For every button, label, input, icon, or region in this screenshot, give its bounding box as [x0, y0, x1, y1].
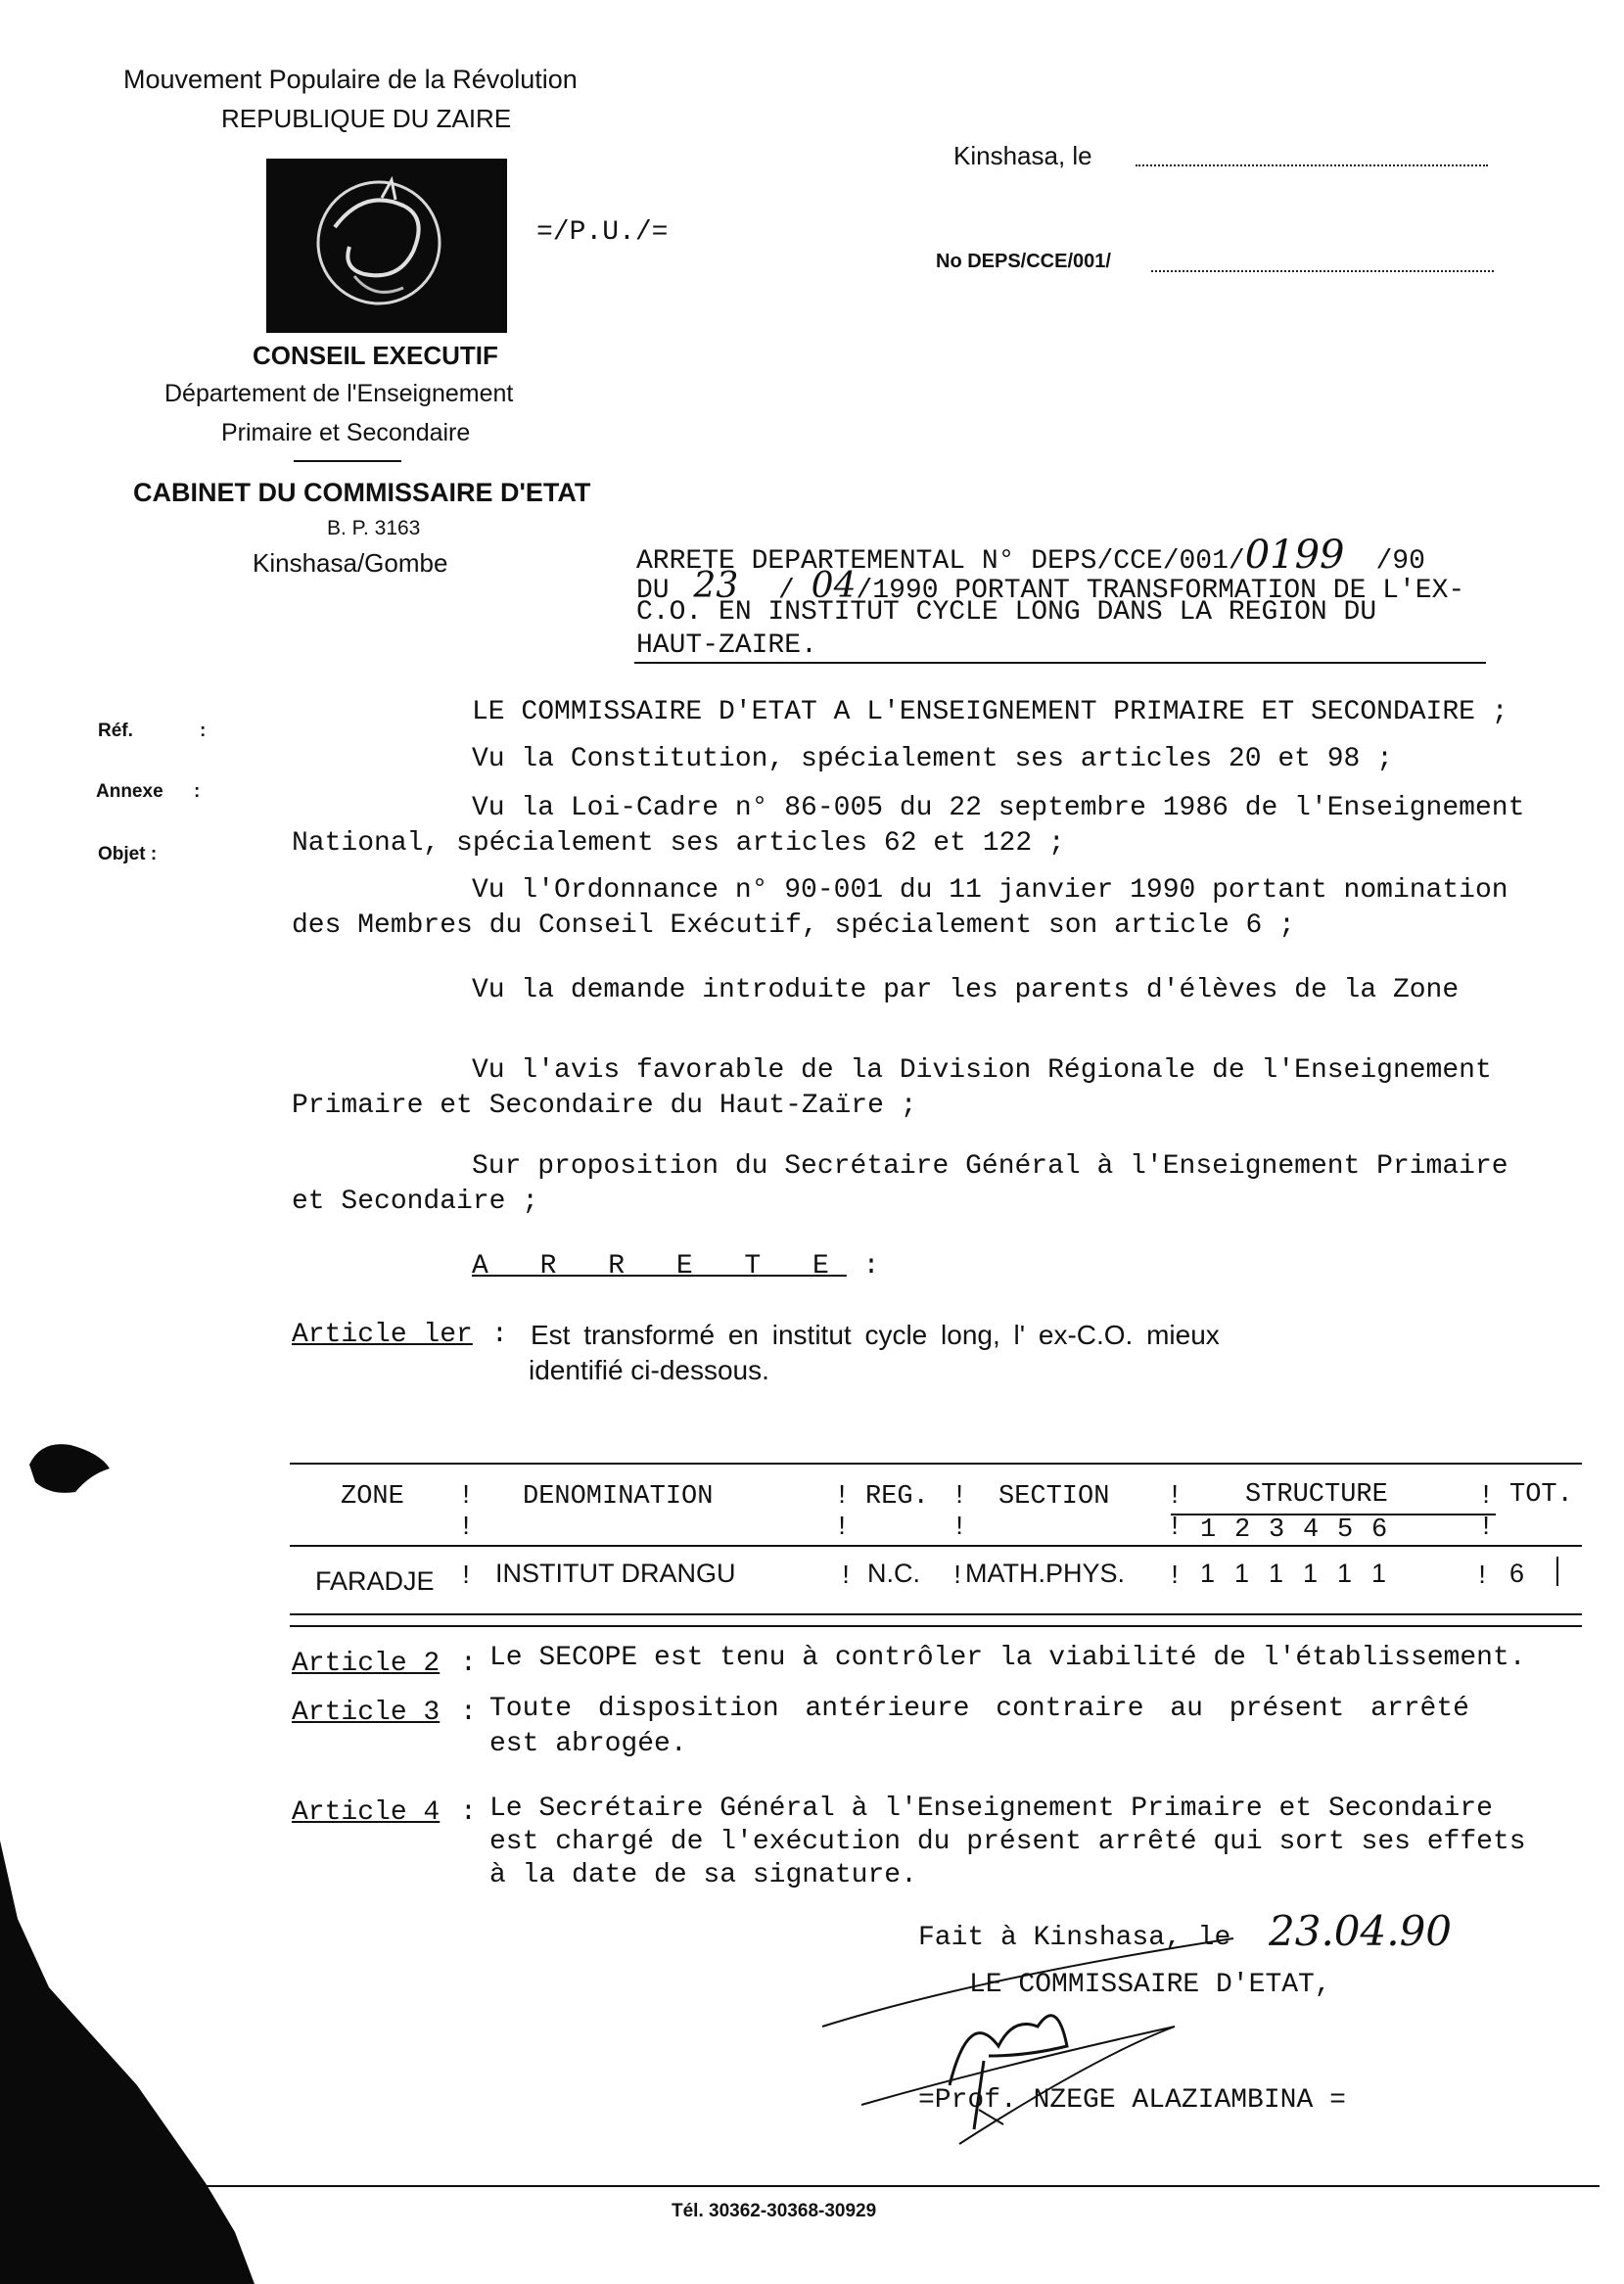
structure-col-2: 2	[1234, 1515, 1251, 1545]
table-bottom-rule-1	[290, 1613, 1582, 1615]
structure-value-5: 1	[1337, 1559, 1353, 1588]
structure-value-1: 1	[1200, 1559, 1216, 1588]
header-sep-3: !	[951, 1482, 968, 1512]
vu-loi-cadre-2: National, spécialement ses articles 62 et 122 ;	[292, 828, 1065, 859]
du-label: DU	[636, 576, 670, 606]
title-underline	[634, 662, 1486, 664]
header-sep-4: !	[1167, 1482, 1183, 1512]
month-handwritten: 04	[811, 566, 857, 606]
footer-rule	[147, 2185, 1600, 2187]
ref-label: Réf.	[98, 721, 133, 741]
pu-mark: =/P.U./=	[536, 217, 669, 248]
reference-number-label: No DEPS/CCE/001/	[936, 251, 1111, 272]
article-4-label: Article 4	[292, 1797, 441, 1828]
article-1-label: Article ler	[292, 1320, 473, 1350]
date-blank	[1136, 164, 1488, 166]
row-zone: FARADJE	[315, 1566, 435, 1596]
fait-a-kinshasa: Fait à Kinshasa, le	[918, 1923, 1231, 1953]
row-tot: 6	[1509, 1559, 1525, 1588]
header-sep-4b: !	[1167, 1514, 1183, 1543]
table-bottom-rule-2	[290, 1625, 1582, 1627]
arrete-word: A R R E T E	[472, 1251, 847, 1282]
conseil-executif: CONSEIL EXECUTIF	[253, 341, 498, 370]
arrete-heading	[472, 1251, 879, 1282]
article-2-colon: :	[460, 1649, 477, 1679]
row-sep-2: !	[838, 1562, 855, 1592]
structure-value-6: 1	[1371, 1559, 1387, 1588]
row-reg: N.C.	[867, 1559, 920, 1588]
structure-value-4: 1	[1303, 1559, 1319, 1588]
article-2-text: Le SECOPE est tenu à contrôler la viabilité de l'établissement.	[489, 1643, 1526, 1673]
footer-telephone: Tél. 30362-30368-30929	[672, 2201, 877, 2221]
article-3-text-2: est abrogée.	[489, 1729, 687, 1759]
leopard-emblem-icon	[266, 159, 507, 333]
article-4-text-2: est chargé de l'exécution du présent arrêté qui sort ses effets	[489, 1827, 1526, 1857]
department-line1: Département de l'Enseignement	[164, 380, 514, 407]
title-line-3: C.O. EN INSTITUT CYCLE LONG DANS LA REGION DU	[636, 597, 1377, 628]
row-sep-3: !	[950, 1562, 966, 1592]
title-year: /90	[1375, 546, 1425, 577]
header-denomination: DENOMINATION	[523, 1482, 714, 1512]
arrete-colon: :	[862, 1251, 880, 1282]
vu-constitution: Vu la Constitution, spécialement ses articles 20 et 98 ;	[472, 744, 1393, 774]
annexe-colon: :	[194, 781, 201, 802]
article-3-label: Article 3	[292, 1698, 441, 1728]
header-sep-2: !	[834, 1482, 851, 1512]
header-reg: REG.	[865, 1482, 929, 1512]
scan-torn-edge	[0, 1841, 264, 2284]
emblem-seal	[266, 159, 507, 333]
header-structure: STRUCTURE	[1245, 1480, 1388, 1510]
row-end-bar	[1556, 1557, 1558, 1586]
objet-label: Objet :	[98, 844, 158, 864]
header-sep-1b: !	[458, 1514, 475, 1543]
reference-blank	[1151, 270, 1494, 272]
header-sep-3b: !	[951, 1514, 968, 1543]
header-zone: ZONE	[341, 1482, 404, 1512]
annexe-label: Annexe	[96, 781, 163, 802]
structure-col-6: 6	[1371, 1515, 1388, 1545]
vu-ordonnance-1: Vu l'Ordonnance n° 90-001 du 11 janvier 1990 portant nomination	[472, 875, 1508, 906]
article-3-text-1: Toute disposition antérieure contraire au présent arrêté	[489, 1694, 1469, 1724]
table-header-rule	[290, 1545, 1582, 1547]
header-tot: TOT.	[1509, 1480, 1573, 1510]
structure-value-3: 1	[1269, 1559, 1284, 1588]
header-section: SECTION	[998, 1482, 1110, 1512]
commissaire-title: LE COMMISSAIRE D'ETAT,	[969, 1970, 1331, 2000]
structure-col-5: 5	[1337, 1515, 1354, 1545]
title-prefix: ARRETE DEPARTEMENTAL N° DEPS/CCE/001/	[636, 546, 1245, 577]
row-section: MATH.PHYS.	[965, 1559, 1126, 1588]
article-4-colon: :	[460, 1797, 477, 1828]
po-box: B. P. 3163	[327, 517, 421, 539]
header-sep-1: !	[458, 1482, 475, 1512]
arrete-number-handwritten: 0199	[1244, 533, 1345, 578]
vu-avis-2: Primaire et Secondaire du Haut-Zaïre ;	[292, 1091, 917, 1121]
article-3-colon: :	[460, 1698, 477, 1728]
structure-col-1: 1	[1200, 1515, 1217, 1545]
commissaire-heading: LE COMMISSAIRE D'ETAT A L'ENSEIGNEMENT PRIMAIRE ET SECONDAIRE ;	[472, 697, 1508, 727]
row-sep-1: !	[458, 1562, 475, 1592]
day-handwritten: 23	[693, 566, 739, 606]
cabinet-title: CABINET DU COMMISSAIRE D'ETAT	[133, 478, 591, 507]
vu-loi-cadre-1: Vu la Loi-Cadre n° 86-005 du 22 septembre 1986 de l'Enseignement	[472, 793, 1525, 823]
article-1-text-1: Est transformé en institut cycle long, l' ex-C.O. mieux	[531, 1320, 1220, 1350]
sur-proposition-1: Sur proposition du Secrétaire Général à l'Enseignement Primaire	[472, 1151, 1508, 1182]
vu-avis-1: Vu l'avis favorable de la Division Régionale de l'Enseignement	[472, 1055, 1492, 1086]
scan-ink-blot	[22, 1435, 119, 1504]
title-line-4: HAUT-ZAIRE.	[636, 630, 817, 661]
republic-name: REPUBLIQUE DU ZAIRE	[221, 104, 512, 133]
article-1-colon: :	[491, 1320, 508, 1350]
city-gombe: Kinshasa/Gombe	[253, 548, 448, 578]
article-4-text-1: Le Secrétaire Général à l'Enseignement Primaire et Secondaire	[489, 1794, 1493, 1824]
signatory-name: =Prof. NZEGE ALAZIAMBINA =	[918, 2085, 1346, 2116]
structure-col-3: 3	[1269, 1515, 1285, 1545]
article-1-text-2: identifié ci-dessous.	[529, 1355, 769, 1385]
article-4-text-3: à la date de sa signature.	[489, 1860, 917, 1890]
vu-ordonnance-2: des Membres du Conseil Exécutif, spécialement son article 6 ;	[292, 910, 1295, 941]
header-sep-2b: !	[834, 1514, 851, 1543]
structure-value-2: 1	[1234, 1559, 1250, 1588]
place-date-label: Kinshasa, le	[953, 141, 1092, 170]
header-sep-5: !	[1478, 1482, 1495, 1512]
table-top-rule	[290, 1463, 1582, 1465]
ref-colon: :	[200, 721, 207, 741]
structure-underline	[1171, 1514, 1496, 1515]
date-separator: /	[778, 576, 795, 606]
party-name: Mouvement Populaire de la Révolution	[123, 65, 578, 94]
row-sep-5: !	[1474, 1562, 1491, 1592]
vu-demande: Vu la demande introduite par les parents d'élèves de la Zone	[472, 975, 1460, 1005]
article-2-label: Article 2	[292, 1649, 441, 1679]
signature-date-handwritten: 23.04.90	[1269, 1907, 1453, 1955]
header-sep-5b: !	[1478, 1514, 1495, 1543]
department-line2: Primaire et Secondaire	[221, 419, 471, 446]
signature-scrawl-icon	[803, 1899, 1351, 2154]
header-divider	[294, 460, 401, 462]
sur-proposition-2: et Secondaire ;	[292, 1187, 539, 1217]
row-sep-4: !	[1167, 1562, 1183, 1592]
title-rest-2: /1990 PORTANT TRANSFORMATION DE L'EX-	[856, 576, 1465, 606]
row-denomination: INSTITUT DRANGU	[495, 1559, 736, 1588]
structure-col-4: 4	[1303, 1515, 1320, 1545]
